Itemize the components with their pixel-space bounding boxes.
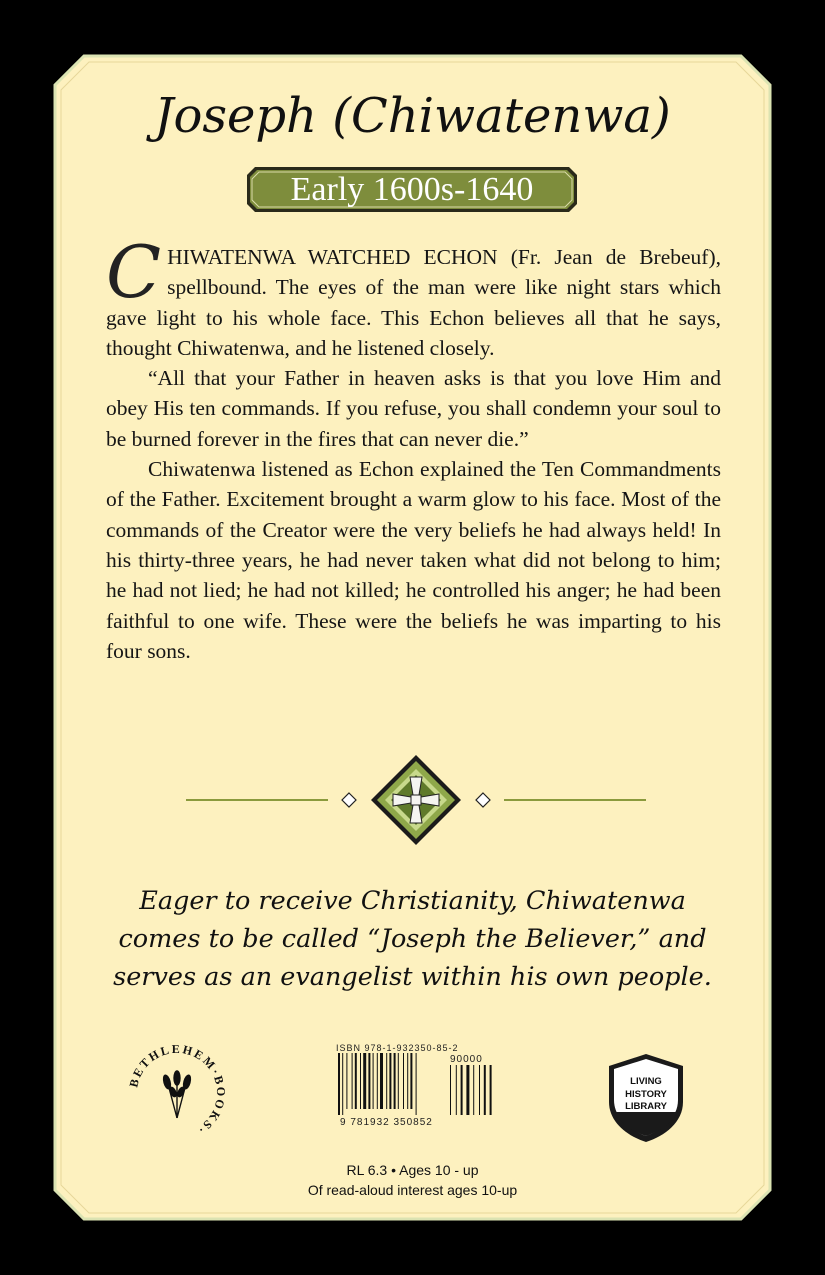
- excerpt-p1: HIWATENWA WATCHED ECHON (Fr. Jean de Brebeuf), spellbound. The eyes of the man were like night stars which gave light to his whole face. This Echon believes all that he says, thought Chiwatenwa, and he listened closely.: [106, 245, 721, 360]
- blurb-line-1: Eager to receive Christianity, Chiwatenwa: [139, 886, 686, 916]
- wheat-icon: [162, 1071, 191, 1118]
- right-diamond-icon: [476, 793, 490, 807]
- left-diamond-icon: [342, 793, 356, 807]
- series-badge-text: [607, 1076, 685, 1114]
- price-code: 90000: [450, 1054, 483, 1065]
- series-line-1: LIVING: [630, 1076, 662, 1087]
- blurb: [110, 882, 715, 996]
- interest-level: Of read-aloud interest ages 10-up: [307, 1182, 518, 1198]
- bethlehem-books-logo: [124, 1040, 230, 1146]
- series-line-2: HISTORY: [625, 1088, 667, 1100]
- blurb-line-2: comes to be called “Joseph the Believer,” and: [118, 924, 707, 954]
- excerpt-paragraph-2: “All that your Father in heaven asks is that you love Him and obey His ten commands. If you refuse, you shall condemn your soul to be burned forever in the fires that can never die.”: [106, 366, 721, 451]
- blurb-line-3: serves as an evangelist within his own people.: [113, 962, 712, 992]
- cross-ornament-divider: [186, 755, 646, 847]
- svg-text:BETHLEHEM·BOOKS·: BETHLEHEM·BOOKS·: [126, 1041, 229, 1138]
- excerpt-paragraph-3: Chiwatenwa listened as Echon explained the Ten Commandments of the Father. Excitement brought a warm glow to his face. Most of the commands of the Creator were the very beliefs he had always held! In his thirty-three years, he had never taken what did not belong to him; he had not lied; he had not killed; he controlled his anger; he had been faithful to one wife. These were the beliefs he was imparting to his four sons.: [106, 457, 721, 663]
- isbn-label: ISBN 978-1-932350-85-2: [336, 1043, 459, 1053]
- excerpt-paragraph-1: [106, 230, 721, 363]
- book-title: Joseph (Chiwatenwa): [154, 88, 671, 144]
- series-line-3: LIBRARY: [625, 1101, 667, 1112]
- cross-medallion-icon: [371, 755, 461, 845]
- date-range: Early 1600s-1640: [290, 171, 534, 208]
- excerpt-text: [106, 230, 721, 666]
- reading-level: RL 6.3 • Ages 10 - up: [346, 1162, 479, 1178]
- barcode-number: 9 781932 350852: [340, 1117, 433, 1128]
- drop-cap: C: [106, 230, 162, 314]
